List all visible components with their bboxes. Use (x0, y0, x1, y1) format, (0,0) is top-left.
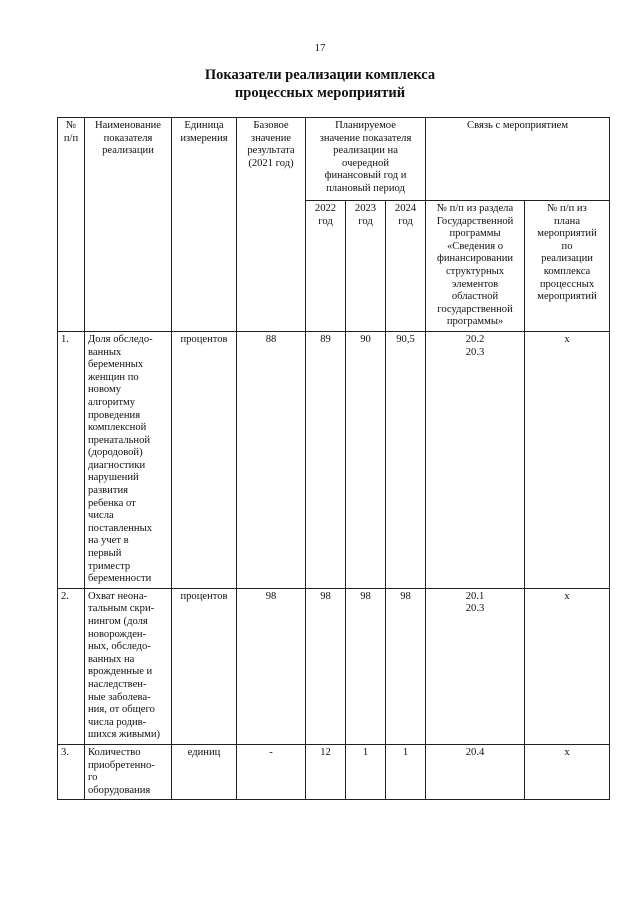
cell-name: Количество приобретенно- го оборудования (85, 744, 172, 799)
indicators-table (57, 117, 610, 800)
cell-2023: 90 (346, 331, 386, 588)
cell-unit: процентов (172, 331, 237, 588)
header-link: Связь с мероприятием (426, 118, 610, 201)
header-name: Наименование показателя реализации (85, 118, 172, 332)
cell-num: 3. (58, 744, 85, 799)
cell-2024: 90,5 (386, 331, 426, 588)
cell-name: Доля обследо- ванных беременных женщин по новому алгоритму проведения комплексной пренатальной (дородовой) диагностики нарушений развития ребенка от числа поставленных на учет в первый триместр беременности (85, 331, 172, 588)
table-row (58, 331, 610, 588)
cell-2022: 12 (306, 744, 346, 799)
header-year-2024: 2024 год (386, 201, 426, 332)
header-year-2022: 2022 год (306, 201, 346, 332)
cell-base: - (237, 744, 306, 799)
table-row (58, 744, 610, 799)
cell-2023: 1 (346, 744, 386, 799)
cell-2023: 98 (346, 588, 386, 744)
header-link-gp: № п/п из раздела Государственной программы «Сведения о финансировании структурных элементов областной государственной программы» (426, 201, 525, 332)
cell-unit: процентов (172, 588, 237, 744)
cell-num: 2. (58, 588, 85, 744)
cell-base: 88 (237, 331, 306, 588)
header-base: Базовое значение результата (2021 год) (237, 118, 306, 332)
cell-2022: 98 (306, 588, 346, 744)
cell-link-plan: х (525, 744, 610, 799)
cell-2024: 98 (386, 588, 426, 744)
header-link-plan: № п/п из плана мероприятий по реализации комплекса процессных мероприятий (525, 201, 610, 332)
header-year-2023: 2023 год (346, 201, 386, 332)
table-row (58, 588, 610, 744)
header-num: № п/п (58, 118, 85, 332)
page-title: Показатели реализации комплекса процессных мероприятий (204, 67, 436, 101)
cell-name: Охват неона- тальным скри- нингом (доля новорожден- ных, обследо- ванных на врожденные и наследствен- ные заболева- ния, от общего числа родив- шихся живыми) (85, 588, 172, 744)
cell-unit: единиц (172, 744, 237, 799)
header-planned: Планируемое значение показателя реализации на очередной финансовый год и плановый период (306, 118, 426, 201)
cell-num: 1. (58, 331, 85, 588)
cell-link-gp: 20.4 (426, 744, 525, 799)
page-number: 17 (314, 42, 326, 54)
cell-link-gp: 20.2 20.3 (426, 331, 525, 588)
cell-link-gp: 20.1 20.3 (426, 588, 525, 744)
cell-link-plan: х (525, 588, 610, 744)
cell-2024: 1 (386, 744, 426, 799)
cell-link-plan: х (525, 331, 610, 588)
header-row-1 (58, 118, 610, 201)
cell-base: 98 (237, 588, 306, 744)
cell-2022: 89 (306, 331, 346, 588)
header-unit: Единица измерения (172, 118, 237, 332)
